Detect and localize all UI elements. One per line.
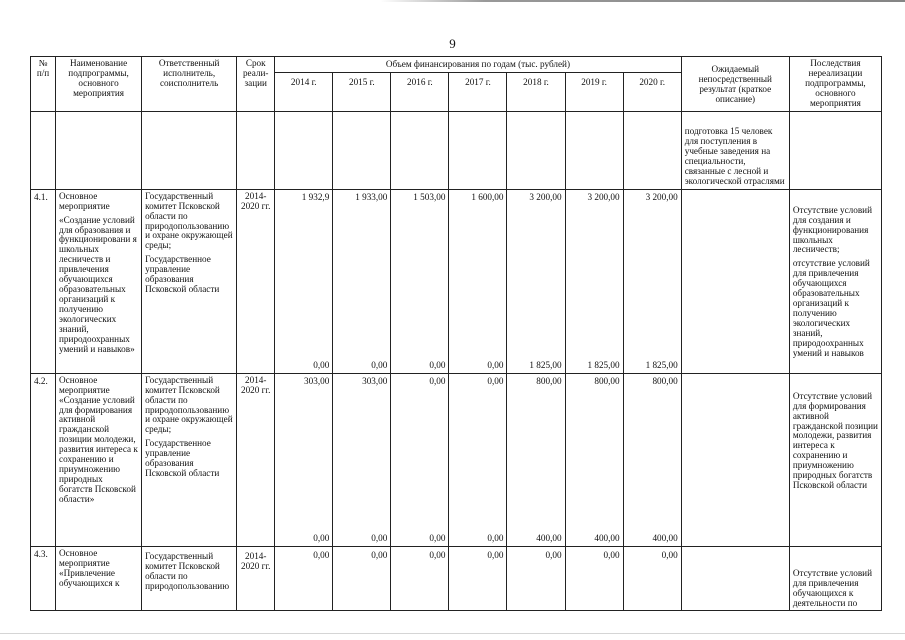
value-top: 3 200,00	[587, 191, 620, 202]
row-value-2018: 0,00	[507, 546, 565, 611]
row-value-2016: 0,00	[391, 546, 449, 611]
row-value-2017	[449, 373, 507, 546]
row-name-title: Основное мероприятие	[59, 547, 110, 568]
value-bottom: 0,00	[487, 359, 504, 370]
value-bottom: 400,00	[594, 532, 620, 543]
row-responsible-2: Государственное управление образования Псковской области	[145, 254, 220, 295]
table-row	[31, 189, 882, 373]
value-top: 303,00	[362, 375, 388, 386]
header-num: № п/п	[31, 57, 56, 112]
value-bottom: 400,00	[652, 532, 678, 543]
row-value-2019: 0,00	[565, 546, 623, 611]
value-top: 800,00	[652, 375, 678, 386]
value-top: 1 933,00	[355, 191, 388, 202]
row-value-2019	[565, 373, 623, 546]
row-name-title: Основное мероприятие	[59, 190, 110, 211]
scan-artifact-top	[380, 0, 905, 2]
row-consequence-1: Отсутствие условий для создания и функционирования школьных лесничеств;	[792, 204, 873, 255]
row-consequences	[789, 546, 881, 611]
row-value-2017: 0,00	[449, 546, 507, 611]
value-top: 800,00	[594, 375, 620, 386]
continuation-row	[31, 111, 882, 189]
header-year-2020: 2020 г.	[623, 73, 681, 112]
value-top: 303,00	[304, 375, 330, 386]
row-responsible-1: Государственный комитет Псковской области по природопользованию	[145, 550, 230, 591]
header-funding: Объем финансирования по годам (тыс. рублей)	[275, 57, 681, 73]
value-bottom: 0,00	[313, 532, 330, 543]
value-bottom: 1 825,00	[587, 359, 620, 370]
row-name-body: «Создание условий для формирования активной гражданской позиции молодежи, развития интереса к сохранению и приумножению природных богатств Псковской области»	[59, 394, 138, 504]
row-responsible	[142, 546, 237, 611]
header-row-1	[31, 57, 882, 73]
value-bottom: 0,00	[429, 532, 446, 543]
value-bottom: 0,00	[313, 359, 330, 370]
header-name: Наименование подпрограммы, основного мероприятия	[56, 57, 142, 112]
header-year-2019: 2019 г.	[565, 73, 623, 112]
row-value-2018	[507, 189, 565, 373]
table-row	[31, 373, 882, 546]
value-top: 1 932,9	[301, 191, 330, 202]
row-responsible-2: Государственное управление образования Псковской области	[145, 438, 220, 479]
row-value-2014	[275, 373, 333, 546]
row-value-2020: 0,00	[623, 546, 681, 611]
row-value-2018	[507, 373, 565, 546]
row-consequences	[789, 373, 881, 546]
row-name-body: «Привлечение обучающихся к	[59, 567, 120, 588]
header-responsible: Ответственный исполнитель, соисполнитель	[142, 57, 237, 112]
row-value-2014	[275, 189, 333, 373]
header-year-2017: 2017 г.	[449, 73, 507, 112]
row-num: 4.2.	[31, 373, 56, 546]
value-top: 3 200,00	[645, 191, 678, 202]
row-consequence-1: Отсутствие условий для формирования активной гражданской позиции молодежи, развития интереса к сохранению и приумножению природных богатств Псковской области	[792, 390, 878, 491]
row-result	[681, 546, 789, 611]
header-year-2016: 2016 г.	[391, 73, 449, 112]
row-value-2017	[449, 189, 507, 373]
value-bottom: 0,00	[487, 532, 504, 543]
row-name	[56, 373, 142, 546]
row-num: 4.1.	[31, 189, 56, 373]
row-value-2020	[623, 373, 681, 546]
funding-table	[30, 56, 882, 611]
row-responsible-1: Государственный комитет Псковской области по природопользованию и охране окружающей среды;	[145, 190, 233, 251]
value-top: 0,00	[429, 375, 446, 386]
row-name	[56, 189, 142, 373]
row-term: 2014-2020 гг.	[237, 373, 275, 546]
row-value-2016	[391, 189, 449, 373]
value-top: 3 200,00	[529, 191, 562, 202]
value-top: 1 503,00	[413, 191, 446, 202]
header-result: Ожидаемый непосредственный результат (краткое описание)	[681, 57, 789, 112]
value-bottom: 400,00	[536, 532, 562, 543]
row-responsible-1: Государственный комитет Псковской области по природопользованию и охране окружающей среды;	[145, 374, 233, 435]
value-top: 1 600,00	[471, 191, 504, 202]
row-responsible	[142, 373, 237, 546]
row-value-2020	[623, 189, 681, 373]
row-value-2015: 0,00	[333, 546, 391, 611]
row-term: 2014-2020 гг.	[237, 546, 275, 611]
row-responsible	[142, 189, 237, 373]
header-year-2014: 2014 г.	[275, 73, 333, 112]
row-consequence-2: отсутствие условий для привлечения обучающихся образовательных организаций к получению экологических знаний, природоохранных умений и навыков	[792, 258, 870, 358]
page-number: 9	[449, 36, 456, 51]
table-row	[31, 546, 882, 611]
continuation-result: подготовка 15 человек для поступления в учебные заведения на специальности, связанные с лесной и экологической отраслями	[681, 111, 789, 189]
header-consequences: Последствия нереализации подпрограммы, основного мероприятия	[789, 57, 881, 112]
value-bottom: 0,00	[371, 532, 388, 543]
row-value-2016	[391, 373, 449, 546]
row-name-body: «Создание условий для образования и функционировани я школьных лесничеств и привлечения обучающихся образовательных организаций к получению экологических знаний, природоохранных умений и навыков»	[59, 214, 137, 354]
row-num: 4.3.	[31, 546, 56, 611]
row-name-title: Основное мероприятие	[59, 374, 110, 395]
row-value-2015	[333, 373, 391, 546]
header-year-2015: 2015 г.	[333, 73, 391, 112]
value-bottom: 1 825,00	[529, 359, 562, 370]
row-result	[681, 373, 789, 546]
header-term: Срок реали-зации	[237, 57, 275, 112]
value-bottom: 0,00	[371, 359, 388, 370]
header-year-2018: 2018 г.	[507, 73, 565, 112]
row-value-2014: 0,00	[275, 546, 333, 611]
row-term: 2014-2020 гг.	[237, 189, 275, 373]
row-value-2019	[565, 189, 623, 373]
row-value-2015	[333, 189, 391, 373]
scan-artifact-bottom	[0, 633, 905, 634]
row-consequence-1: Отсутствие условий для привлечения обучающихся к деятельности по	[792, 567, 873, 608]
row-result	[681, 189, 789, 373]
row-consequences	[789, 189, 881, 373]
value-top: 800,00	[536, 375, 562, 386]
row-name	[56, 546, 142, 611]
value-top: 0,00	[487, 375, 504, 386]
value-bottom: 0,00	[429, 359, 446, 370]
value-bottom: 1 825,00	[645, 359, 678, 370]
